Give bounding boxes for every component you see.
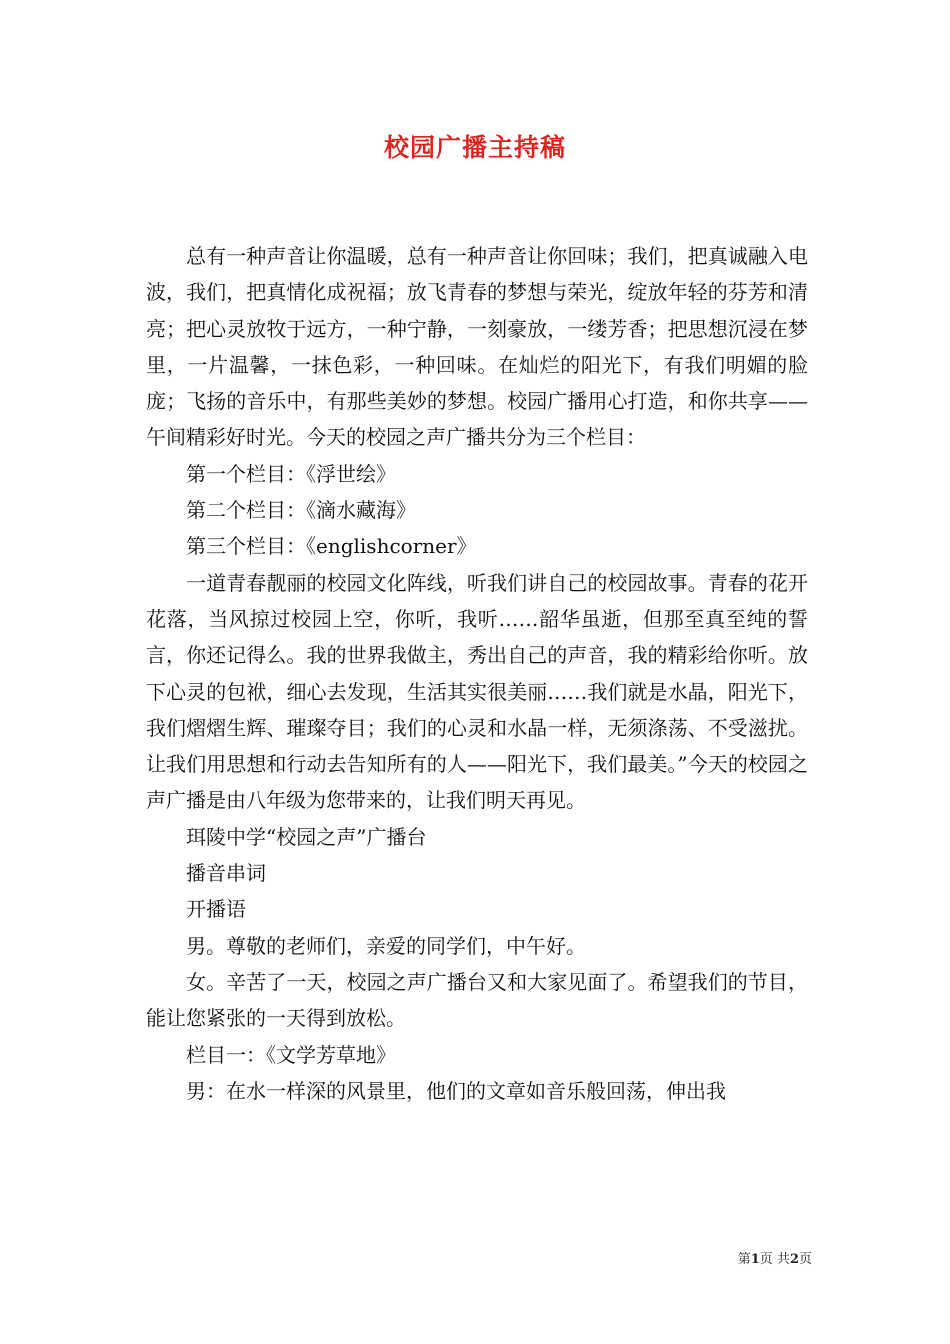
document-title: 校园广播主持稿	[383, 133, 566, 162]
paragraph-column-2: 第二个栏目：《滴水藏海》	[186, 498, 416, 523]
paragraph-column-1: 第一个栏目：《浮世绘》	[186, 461, 396, 486]
paragraph-male-greeting: 男。尊敬的老师们，亲爱的同学们，中午好。	[186, 933, 586, 958]
footer-prefix: 第	[737, 1252, 751, 1267]
paragraph-script-heading: 播音串词	[186, 861, 266, 886]
footer-middle: 页 共	[759, 1252, 790, 1267]
page-number-footer	[712, 1248, 812, 1267]
paragraph-station-name: 珥陵中学“校园之声”广播台	[186, 824, 427, 849]
current-page-number: 1	[750, 1252, 760, 1267]
paragraph-column-3: 第三个栏目：《englishcorner》	[186, 534, 477, 559]
paragraph-intro: 总有一种声音让你温暖，总有一种声音让你回味；我们，把真诚融入电波，我们，把真情化成祝福；放飞青春的梦想与荣光，绽放年轻的芬芳和清亮；把心灵放牧于远方，一种宁静，一刻豪放，一缕芳香；把思想沉浸在梦里，一片温馨，一抹色彩，一种回味。在灿烂的阳光下，有我们明媚的脸庞；飞扬的音乐中，有那些美妙的梦想。校园广播用心打造，和你共享——午间精彩好时光。今天的校园之声广播共分为三个栏目：	[146, 244, 808, 450]
paragraph-story: 一道青春靓丽的校园文化阵线，听我们讲自己的校园故事。青春的花开花落，当风掠过校园上空，你听，我听……韶华虽逝，但那至真至纯的誓言，你还记得么。我的世界我做主，秀出自己的声音，我的精彩给你听。放下心灵的包袱，细心去发现，生活其实很美丽……我们就是水晶，阳光下，我们熠熠生辉、璀璨夺目；我们的心灵和水晶一样，无须涤荡、不受滋扰。让我们用思想和行动去告知所有的人——阳光下，我们最美。”今天的校园之声广播是由八年级为您带来的，让我们明天再见。	[146, 570, 808, 813]
paragraph-male-line: 男：在水一样深的风景里，他们的文章如音乐般回荡，伸出我	[186, 1078, 726, 1103]
document-body	[146, 238, 808, 1109]
paragraph-opening-heading: 开播语	[186, 897, 246, 922]
total-page-number: 2	[789, 1252, 799, 1267]
paragraph-female-greeting: 女。辛苦了一天，校园之声广播台又和大家见面了。希望我们的节目，能让您紧张的一天得到放松。	[146, 969, 808, 1031]
paragraph-section-one: 栏目一：《文学芳草地》	[186, 1042, 396, 1067]
footer-suffix: 页	[798, 1252, 812, 1267]
